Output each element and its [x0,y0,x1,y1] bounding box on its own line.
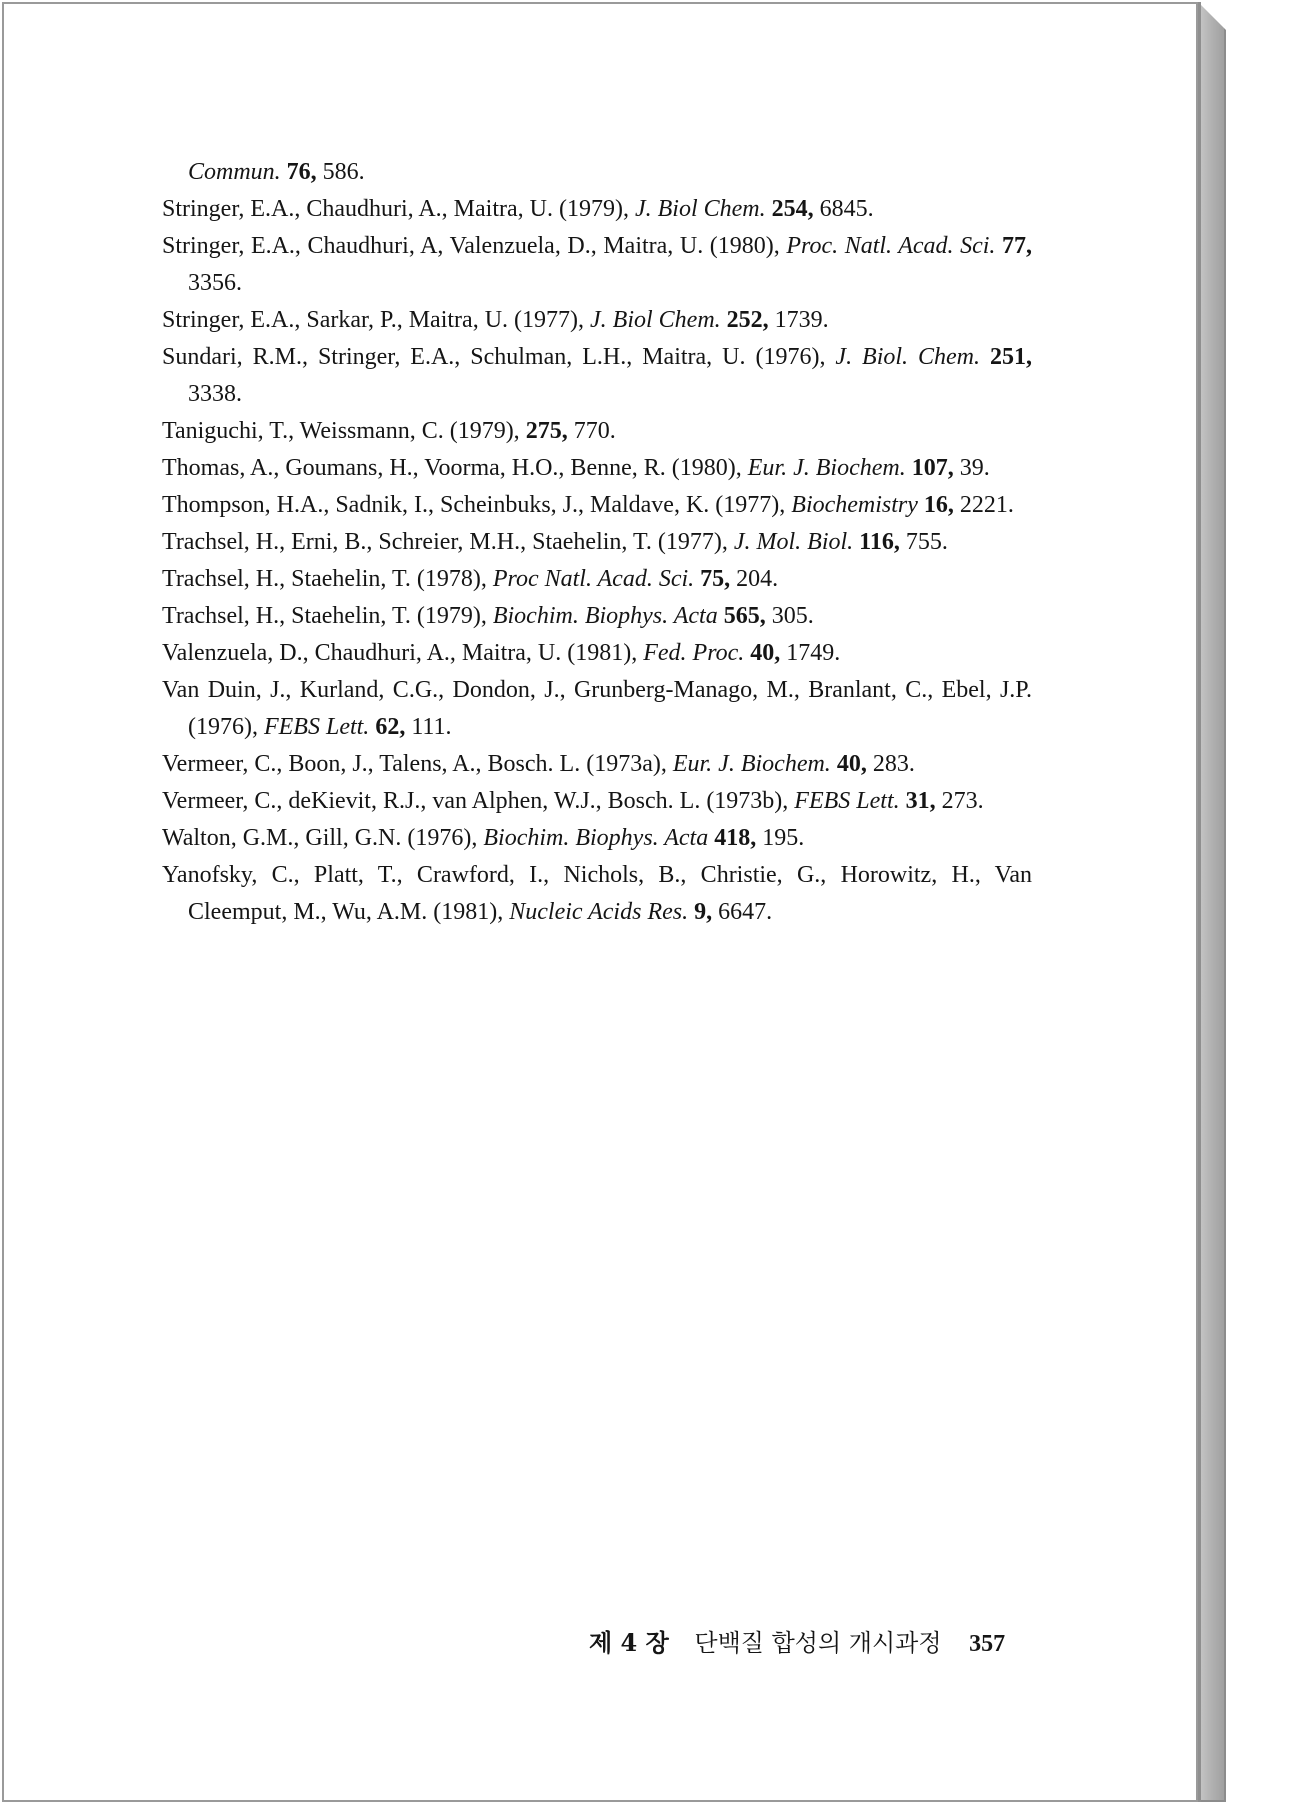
reference-pages: 305. [771,603,814,629]
reference-entry [162,598,1032,635]
reference-pages: 111. [411,714,452,740]
page-edge [1198,2,1226,1802]
reference-pages: 3338. [188,381,242,407]
reference-authors: Yanofsky, C., Platt, T., Crawford, I., Nichols, B., Christie, G., Horowitz, H., Van Cleemput, M., Wu, A.M. (1981), [162,862,1032,925]
reference-pages: 586. [322,159,365,185]
reference-pages: 195. [762,825,805,851]
reference-authors: Thompson, H.A., Sadnik, I., Scheinbuks, J., Maldave, K. (1977), [162,492,792,518]
reference-pages: 273. [941,788,984,814]
reference-journal: J. Mol. Biol. [733,529,854,555]
reference-entry [162,820,1032,857]
reference-authors: Vermeer, C., Boon, J., Talens, A., Bosch. L. (1973a), [162,751,673,777]
reference-volume: 107, [911,455,954,481]
reference-volume: 565, [723,603,766,629]
page-edge-shadow [1198,2,1201,1802]
reference-authors: Trachsel, H., Staehelin, T. (1979), [162,603,493,629]
reference-entry [162,191,1032,228]
reference-volume: 77, [1002,233,1033,259]
reference-pages: 3356. [188,270,242,296]
reference-journal: Eur. J. Biochem. [672,751,831,777]
reference-pages: 1739. [774,307,829,333]
page-footer [589,1623,1005,1658]
reference-entry [162,413,1032,450]
reference-journal: Proc Natl. Acad. Sci. [492,566,695,592]
page-number: 357 [969,1631,1006,1657]
reference-authors: Valenzuela, D., Chaudhuri, A., Maitra, U. (1981), [162,640,644,666]
reference-entry [162,154,1032,191]
reference-entry [162,228,1032,302]
reference-pages: 755. [905,529,948,555]
reference-entry [162,561,1032,598]
reference-pages: 1749. [786,640,841,666]
reference-journal: Proc. Natl. Acad. Sci. [786,233,996,259]
reference-pages: 6845. [819,196,874,222]
reference-entry [162,339,1032,413]
reference-pages: 283. [872,751,915,777]
reference-entry [162,635,1032,672]
reference-volume: 254, [771,196,814,222]
reference-journal: J. Biol Chem. [590,307,721,333]
reference-volume: 31, [905,788,936,814]
reference-entry [162,450,1032,487]
reference-entry [162,672,1032,746]
reference-authors: Van Duin, J., Kurland, C.G., Dondon, J., Grunberg-Manago, M., Branlant, C., Ebel, J.P. (1976), [162,677,1032,740]
reference-entry [162,857,1032,931]
reference-volume: 275, [525,418,568,444]
reference-journal: J. Biol. Chem. [835,344,981,370]
reference-volume: 40, [836,751,867,777]
reference-authors: Trachsel, H., Erni, B., Schreier, M.H., Staehelin, T. (1977), [162,529,734,555]
reference-pages: 770. [573,418,616,444]
reference-volume: 16, [923,492,954,518]
reference-pages: 204. [736,566,779,592]
reference-entry [162,487,1032,524]
reference-volume: 75, [700,566,731,592]
reference-authors: Thomas, A., Goumans, H., Voorma, H.O., Benne, R. (1980), [162,455,748,481]
reference-volume: 62, [375,714,406,740]
reference-authors: Trachsel, H., Staehelin, T. (1978), [162,566,493,592]
reference-volume: 76, [286,159,317,185]
reference-authors: Taniguchi, T., Weissmann, C. (1979), [162,418,526,444]
reference-journal: J. Biol Chem. [634,196,766,222]
reference-authors: Walton, G.M., Gill, G.N. (1976), [162,825,484,851]
reference-volume: 40, [750,640,781,666]
reference-authors: Vermeer, C., deKievit, R.J., van Alphen, W.J., Bosch. L. (1973b), [162,788,795,814]
reference-list [162,154,1032,931]
footer-title: 단백질 합성의 개시과정 [694,1629,942,1657]
reference-authors: Stringer, E.A., Sarkar, P., Maitra, U. (1977), [162,307,591,333]
reference-journal: Nucleic Acids Res. [509,899,689,925]
reference-journal: Biochemistry [791,492,918,518]
reference-entry [162,524,1032,561]
reference-volume: 116, [859,529,900,555]
reference-entry [162,783,1032,820]
reference-volume: 9, [694,899,713,925]
reference-pages: 39. [959,455,990,481]
reference-pages: 2221. [959,492,1014,518]
footer-chapter: 제 4 장 [589,1628,669,1657]
document-page [2,2,1198,1802]
reference-entry [162,746,1032,783]
reference-authors: Sundari, R.M., Stringer, E.A., Schulman, L.H., Maitra, U. (1976), [162,344,836,370]
reference-volume: 251, [990,344,1032,370]
reference-journal: Eur. J. Biochem. [747,455,906,481]
reference-volume: 418, [714,825,757,851]
reference-volume: 252, [726,307,769,333]
reference-authors: Stringer, E.A., Chaudhuri, A., Maitra, U. (1979), [162,196,635,222]
reference-entry [162,302,1032,339]
reference-journal: Biochim. Biophys. Acta [483,825,709,851]
reference-authors: Stringer, E.A., Chaudhuri, A, Valenzuela, D., Maitra, U. (1980), [162,233,787,259]
reference-journal: Commun. [188,159,281,185]
reference-journal: FEBS Lett. [263,714,370,740]
reference-journal: Biochim. Biophys. Acta [492,603,718,629]
reference-journal: FEBS Lett. [794,788,900,814]
reference-journal: Fed. Proc. [643,640,745,666]
reference-pages: 6647. [718,899,773,925]
